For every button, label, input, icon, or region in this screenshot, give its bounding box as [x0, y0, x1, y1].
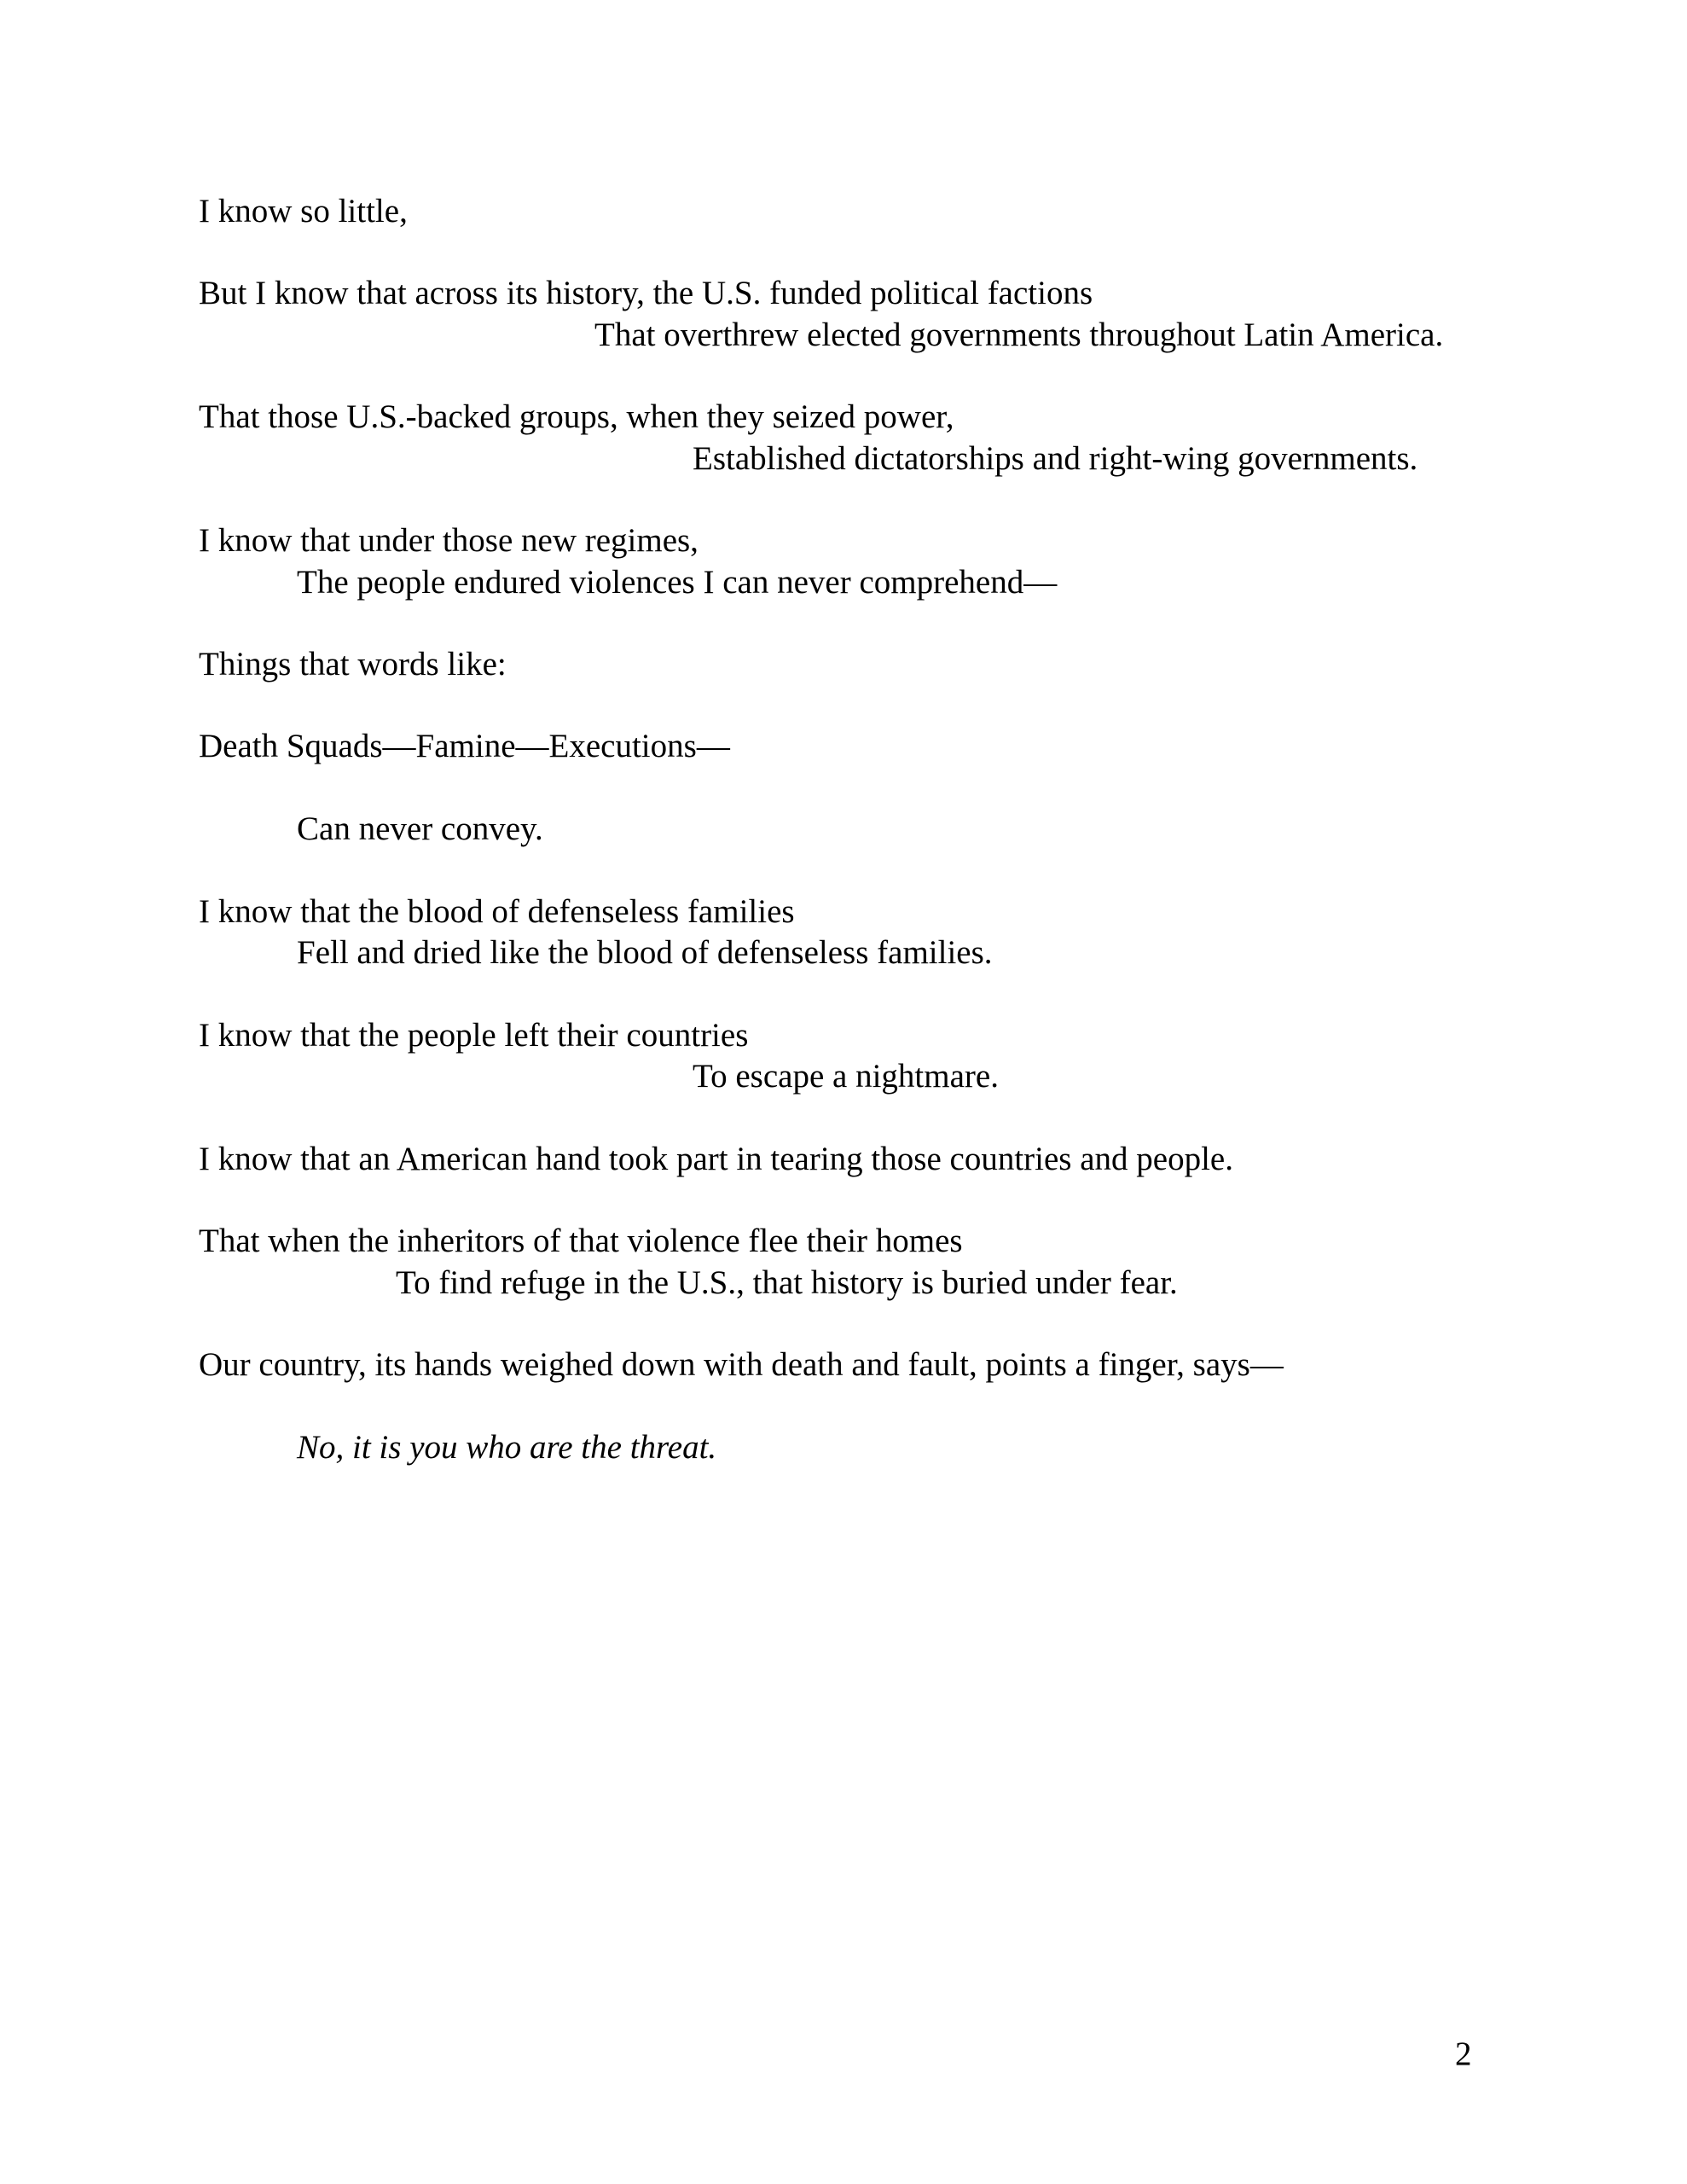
poem-line: The people endured violences I can never comprehend— — [297, 564, 1058, 601]
poem-line: That those U.S.-backed groups, when they seized power, — [199, 398, 954, 435]
poem-line: I know that the people left their countries — [199, 1017, 749, 1054]
poem-line: Can never convey. — [297, 810, 543, 847]
poem-line: Our country, its hands weighed down with death and fault, points a finger, says— — [199, 1346, 1284, 1383]
poem-line: I know that the blood of defenseless families — [199, 893, 795, 930]
poem-line: To find refuge in the U.S., that history is buried under fear. — [396, 1264, 1178, 1301]
poem-line-italic: No, it is you who are the threat. — [297, 1429, 717, 1466]
page-number: 2 — [1455, 2036, 1472, 2072]
poem-line: Fell and dried like the blood of defenseless families. — [297, 934, 993, 971]
poem-line: That overthrew elected governments throughout Latin America. — [594, 317, 1444, 353]
poem-line: To escape a nightmare. — [693, 1058, 999, 1095]
poem-line: I know that an American hand took part in tearing those countries and people. — [199, 1141, 1233, 1177]
poem-line: Established dictatorships and right-wing governments. — [693, 440, 1418, 477]
poem-line: I know that under those new regimes, — [199, 522, 699, 559]
poem-line: Things that words like: — [199, 646, 507, 682]
poem-line: I know so little, — [199, 193, 408, 229]
poem-line: But I know that across its history, the U.S. funded political factions — [199, 275, 1093, 311]
poem-line: That when the inheritors of that violence flee their homes — [199, 1223, 963, 1259]
poem-line: Death Squads—Famine—Executions— — [199, 728, 730, 764]
